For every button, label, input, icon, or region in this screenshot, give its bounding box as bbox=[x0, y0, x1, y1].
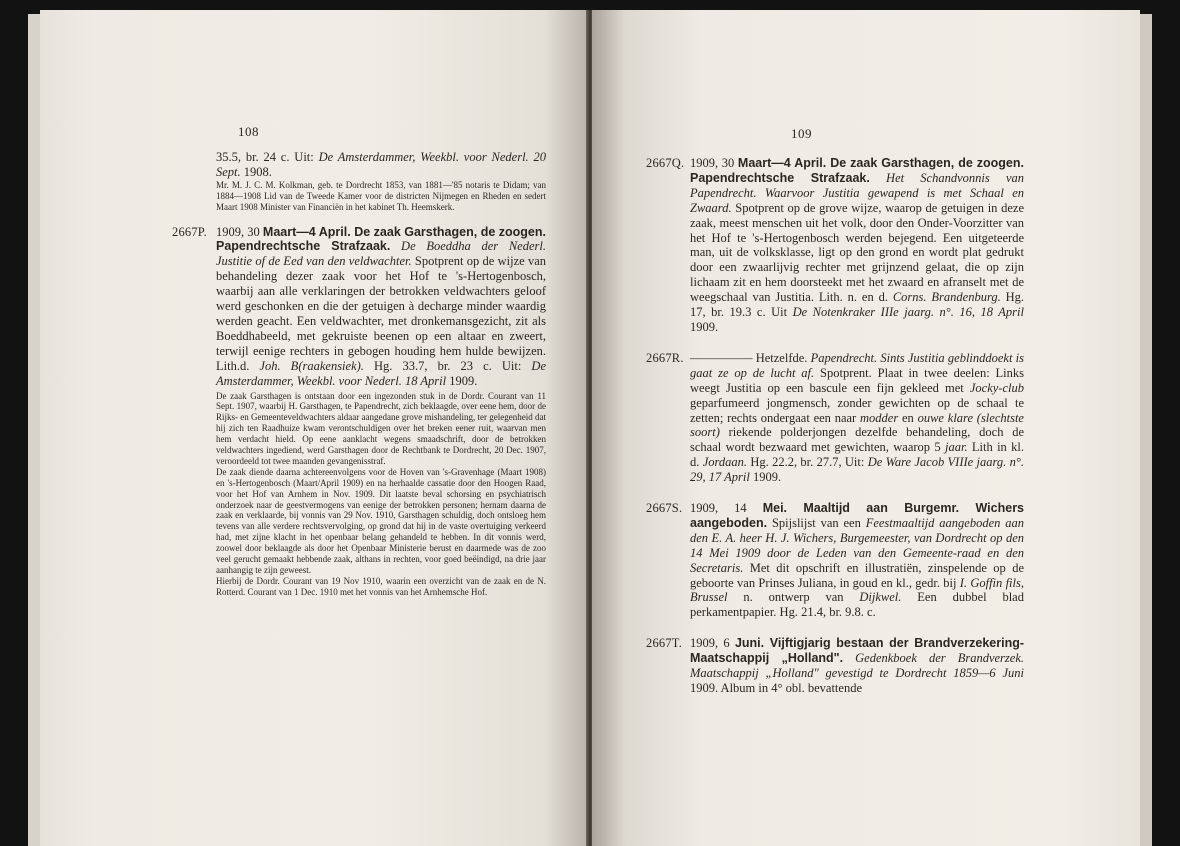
entry-number: 2667P. bbox=[172, 224, 207, 239]
catalog-entry-2667r: 2667R. ————— Hetzelfde. Papendrecht. Sints Justitia geblinddoekt is gaat ze op de lucht af. Spotprent. Plaat in twee deelen: Links weegt Justitia op een bascule een fijn gekleed met Jocky-club geparfumeerd jongmensch, zonder gewichten op de schaal te zetten; rechts ondergaat een naar modder en ouwe klare (slechtste soort) riekende polderjongen dezelfde behandeling, doch de schaal wordt bezwaard met gewichten, waarop 5 jaar. Lith in kl. d. Jordaan. Hg. 22.2, br. 27.7, Uit: De Ware Jacob VIIIe jaarg. n°. 29, 17 April 1909. bbox=[646, 350, 1025, 485]
catalog-entry-2667t: 2667T. 1909, 6 Juni. Vijftigjarig bestaan der Brandverzekering-Maatschappij „Holland". Gedenkboek der Brandverzek. Maatschappij „Holland" gevestigd te Dordrecht 1859—6 Juni 1909. Album in 4° obl. bevattende bbox=[646, 636, 1025, 695]
entry-heading: Mei. Maaltijd aan Burgemr. Wichers aangeboden. bbox=[690, 501, 1025, 530]
left-text-column bbox=[172, 150, 547, 598]
entry-note: De zaak Garsthagen is ontstaan door een ingezonden stuk in de Dordr. Courant van 11 Sept. 1907, waarbij H. Garsthagen, te Papendrecht, zich beklaagde, over eene hem, door de Rijks- en Gemeenteveldwachters aldaar aangedane grove mishandeling, ter gelegenheid dat hij zich ten Raadhuize kwam verontschuldigen over het breken eener ruit, waarvan men hem verdacht hield. Op eene aanklacht wegens smaadschrift, door de betrokken veldwachters ingediend, werd Garsthagen door de Rechtbank te Dordrecht, 20 Dec. 1907, veroordeeld tot twee maanden gevangenisstraf. bbox=[216, 390, 546, 466]
catalog-entry-2667s: 2667S. 1909, 14 Mei. Maaltijd aan Burgemr. Wichers aangeboden. Spijslijst van een Feestmaaltijd aangeboden aan den E. A. heer H. J. Wichers, Burgemeester, van Dordrecht op den 14 Mei 1909 door de Leden van den Gemeente-raad en den Secretaris. Met dit opschrift en illustratiën, zinspelende op de geboorte van Prinses Juliana, in goud en kl., gedr. bij I. Goffin fils, Brussel n. ontwerp van Dijkwel. Een dubbel blad perkamentpapier. Hg. 21.4, br. 9.8. c. bbox=[646, 501, 1025, 620]
entry-heading: Juni. Vijftigjarig bestaan der Brandverzekering-Maatschappij „Holland". bbox=[690, 636, 1025, 666]
catalog-entry-2667p: 2667P. 1909, 30 Maart—4 April. De zaak Garsthagen, de zoogen. Papendrechtsche Strafzaak. De Boeddha der Nederl. Justitie of de Eed van den veldwachter. Spotprent op de wijze van behandeling dezer zaak voor het Hof te 's-Hertogenbosch, waarbij aan alle verklaringen der betrokken veldwachters geloof werd geschonken en die der getuigen à decharge minder waardig werden geacht. Een veldwachter, met dronkemansgezicht, zit als Boeddhabeeld, met gekruiste beenen op een altaar en zweert, terwijl eenige rechters in gebogen houding hem hulde bewijzen. Lith.d. Joh. B(raakensiek). Hg. 33.7, br. 23 c. Uit: De Amsterdammer, Weekbl. voor Nederl. 18 April 1909. De zaak Garsthagen is ontstaan door een ingezonden stuk in de Dordr. Courant van 11 Sept. 1907, waarbij H. Garsthagen, te Papendrecht, zich beklaagde, over eene hem, door de Rijks- en Gemeenteveldwachters aldaar aangedane grove mishandeling, ter gelegenheid dat hij zich ten Raadhuize kwam verontschuldigen over het breken eener ruit, waarvan men hem verdacht hield. Op eene aanklacht wegens smaadschrift, door de betrokken veldwachters ingediend, werd Garsthagen door de Rechtbank te Dordrecht, 20 Dec. 1907, veroordeeld tot twee maanden gevangenisstraf. De zaak diende daarna achtereenvolgens voor de Hoven van 's-Gravenhage (Maart 1908) en 's-Hertogenbosch (Maart/April 1909) en na herhaalde cassatie door den Hoogen Raad, voor het Hof van Arnhem in Nov. 1909. Dit laatste beval schorsing en psychiatrisch onderzoek naar de geestvermogens van eenige der betrokken personen; hernam daarna de zaak en verklaarde, bij vonnis van 29 Nov. 1910, Garsthagen schuldig, doch ontsloeg hem tevens van alle verdere rechtsvervolging, op grond dat hij in de vaste overtuiging verkeerd had, met zijne klacht in het openbaar belang gehandeld te hebben. In dit vonnis werd, zoowel door beklaagde als door het Openbaar Ministerie berust en daarmede was de zoo veel gerucht gemaakt hebbende zaak, althans in rechten, voor goed beëindigd, na drie jaar aanhangig te zijn geweest. Hierbij de Dordr. Courant van 19 Nov 1910, waarin een overzicht van de zaak en de N. Rotterd. Courant van 1 Dec. 1910 met het vonnis van het Arnhemsche Hof. bbox=[172, 224, 547, 597]
entry-heading: Maart—4 April. De zaak Garsthagen, de zoogen. Papendrechtsche Strafzaak. bbox=[216, 224, 546, 254]
right-text-column bbox=[646, 150, 1025, 696]
right-page bbox=[592, 10, 1140, 846]
right-page-edge bbox=[1140, 14, 1152, 846]
entry-note: Mr. M. J. C. M. Kolkman, geb. te Dordrecht 1853, van 1881—'85 notaris te Didam; van 1884—1908 Lid van de Tweede Kamer voor de districten Nijmegen en Rheden en sedert Maart 1908 Minister van Financiën in het kabinet Th. Heemskerk. bbox=[216, 179, 546, 212]
entry-number: 2667Q. bbox=[646, 156, 685, 170]
catalog-entry-2667q: 2667Q. 1909, 30 Maart—4 April. De zaak Garsthagen, de zoogen. Papendrechtsche Strafzaak. Het Schandvonnis van Papendrecht. Waarvoor Justitia gewapend is met Schaal en Zwaard. Spotprent op de grove wijze, waarop de getuigen in deze zaak, meest menschen uit het volk, door den Onder-Voorzitter van het Hof te 's-Hertogenbosch werden bejegend. Een uitgeteerde man, uit de volksklasse, ligt op den grond en wordt plat gedrukt door een zwaarlijvig rechter met grijnzend gelaat, die op zijn lichaam zit en hem doorsteekt met het zwaard en afranselt met de weegschaal van Justitia. Lith. n. en d. Corns. Brandenburg. Hg. 17, br. 19.3 c. Uit De Notenkraker IIIe jaarg. n°. 16, 18 April 1909. bbox=[646, 156, 1024, 334]
catalog-entry-continued: 35.5, br. 24 c. Uit: De Amsterdammer, Weekbl. voor Nederl. 20 Sept. 1908. Mr. M. J. C. M. Kolkman, geb. te Dordrecht 1853, van 1881—'85 notaris te Didam; van 1884—1908 Lid van de Tweede Kamer voor de districten Nijmegen en Rheden en sedert Maart 1908 Minister van Financiën in het kabinet Th. Heemskerk. bbox=[216, 150, 546, 212]
entry-note: Hierbij de Dordr. Courant van 19 Nov 1910, waarin een overzicht van de zaak en de N. Rotterd. Courant van 1 Dec. 1910 met het vonnis van het Arnhemsche Hof. bbox=[216, 575, 546, 597]
page-number: 109 bbox=[791, 126, 812, 141]
page-number: 108 bbox=[238, 124, 259, 139]
entry-number: 2667R. bbox=[646, 350, 684, 365]
left-page bbox=[40, 10, 588, 846]
entry-number: 2667S. bbox=[646, 501, 683, 516]
entry-heading: Maart—4 April. De zaak Garsthagen, de zoogen. Papendrechtsche Strafzaak. bbox=[690, 156, 1024, 185]
entry-note: De zaak diende daarna achtereenvolgens voor de Hoven van 's-Gravenhage (Maart 1908) en 's-Hertogenbosch (Maart/April 1909) en na herhaalde cassatie door den Hoogen Raad, voor het Hof van Arnhem in Nov. 1909. Dit laatste beval schorsing en psychiatrisch onderzoek naar de geestvermogens van eenige der betrokken personen; hernam daarna de zaak en verklaarde, bij vonnis van 29 Nov. 1910, Garsthagen schuldig, doch ontsloeg hem tevens van alle verdere rechtsvervolging, op grond dat hij in de vaste overtuiging verkeerd had, met zijne klacht in het openbaar belang gehandeld te hebben. In dit vonnis werd, zoowel door beklaagde als door het Openbaar Ministerie berust en daarmede was de zoo veel gerucht gemaakt hebbende zaak, althans in rechten, voor goed beëindigd, na drie jaar aanhangig te zijn geweest. bbox=[216, 466, 546, 575]
left-page-edge bbox=[28, 14, 40, 846]
entry-number: 2667T. bbox=[646, 636, 683, 651]
